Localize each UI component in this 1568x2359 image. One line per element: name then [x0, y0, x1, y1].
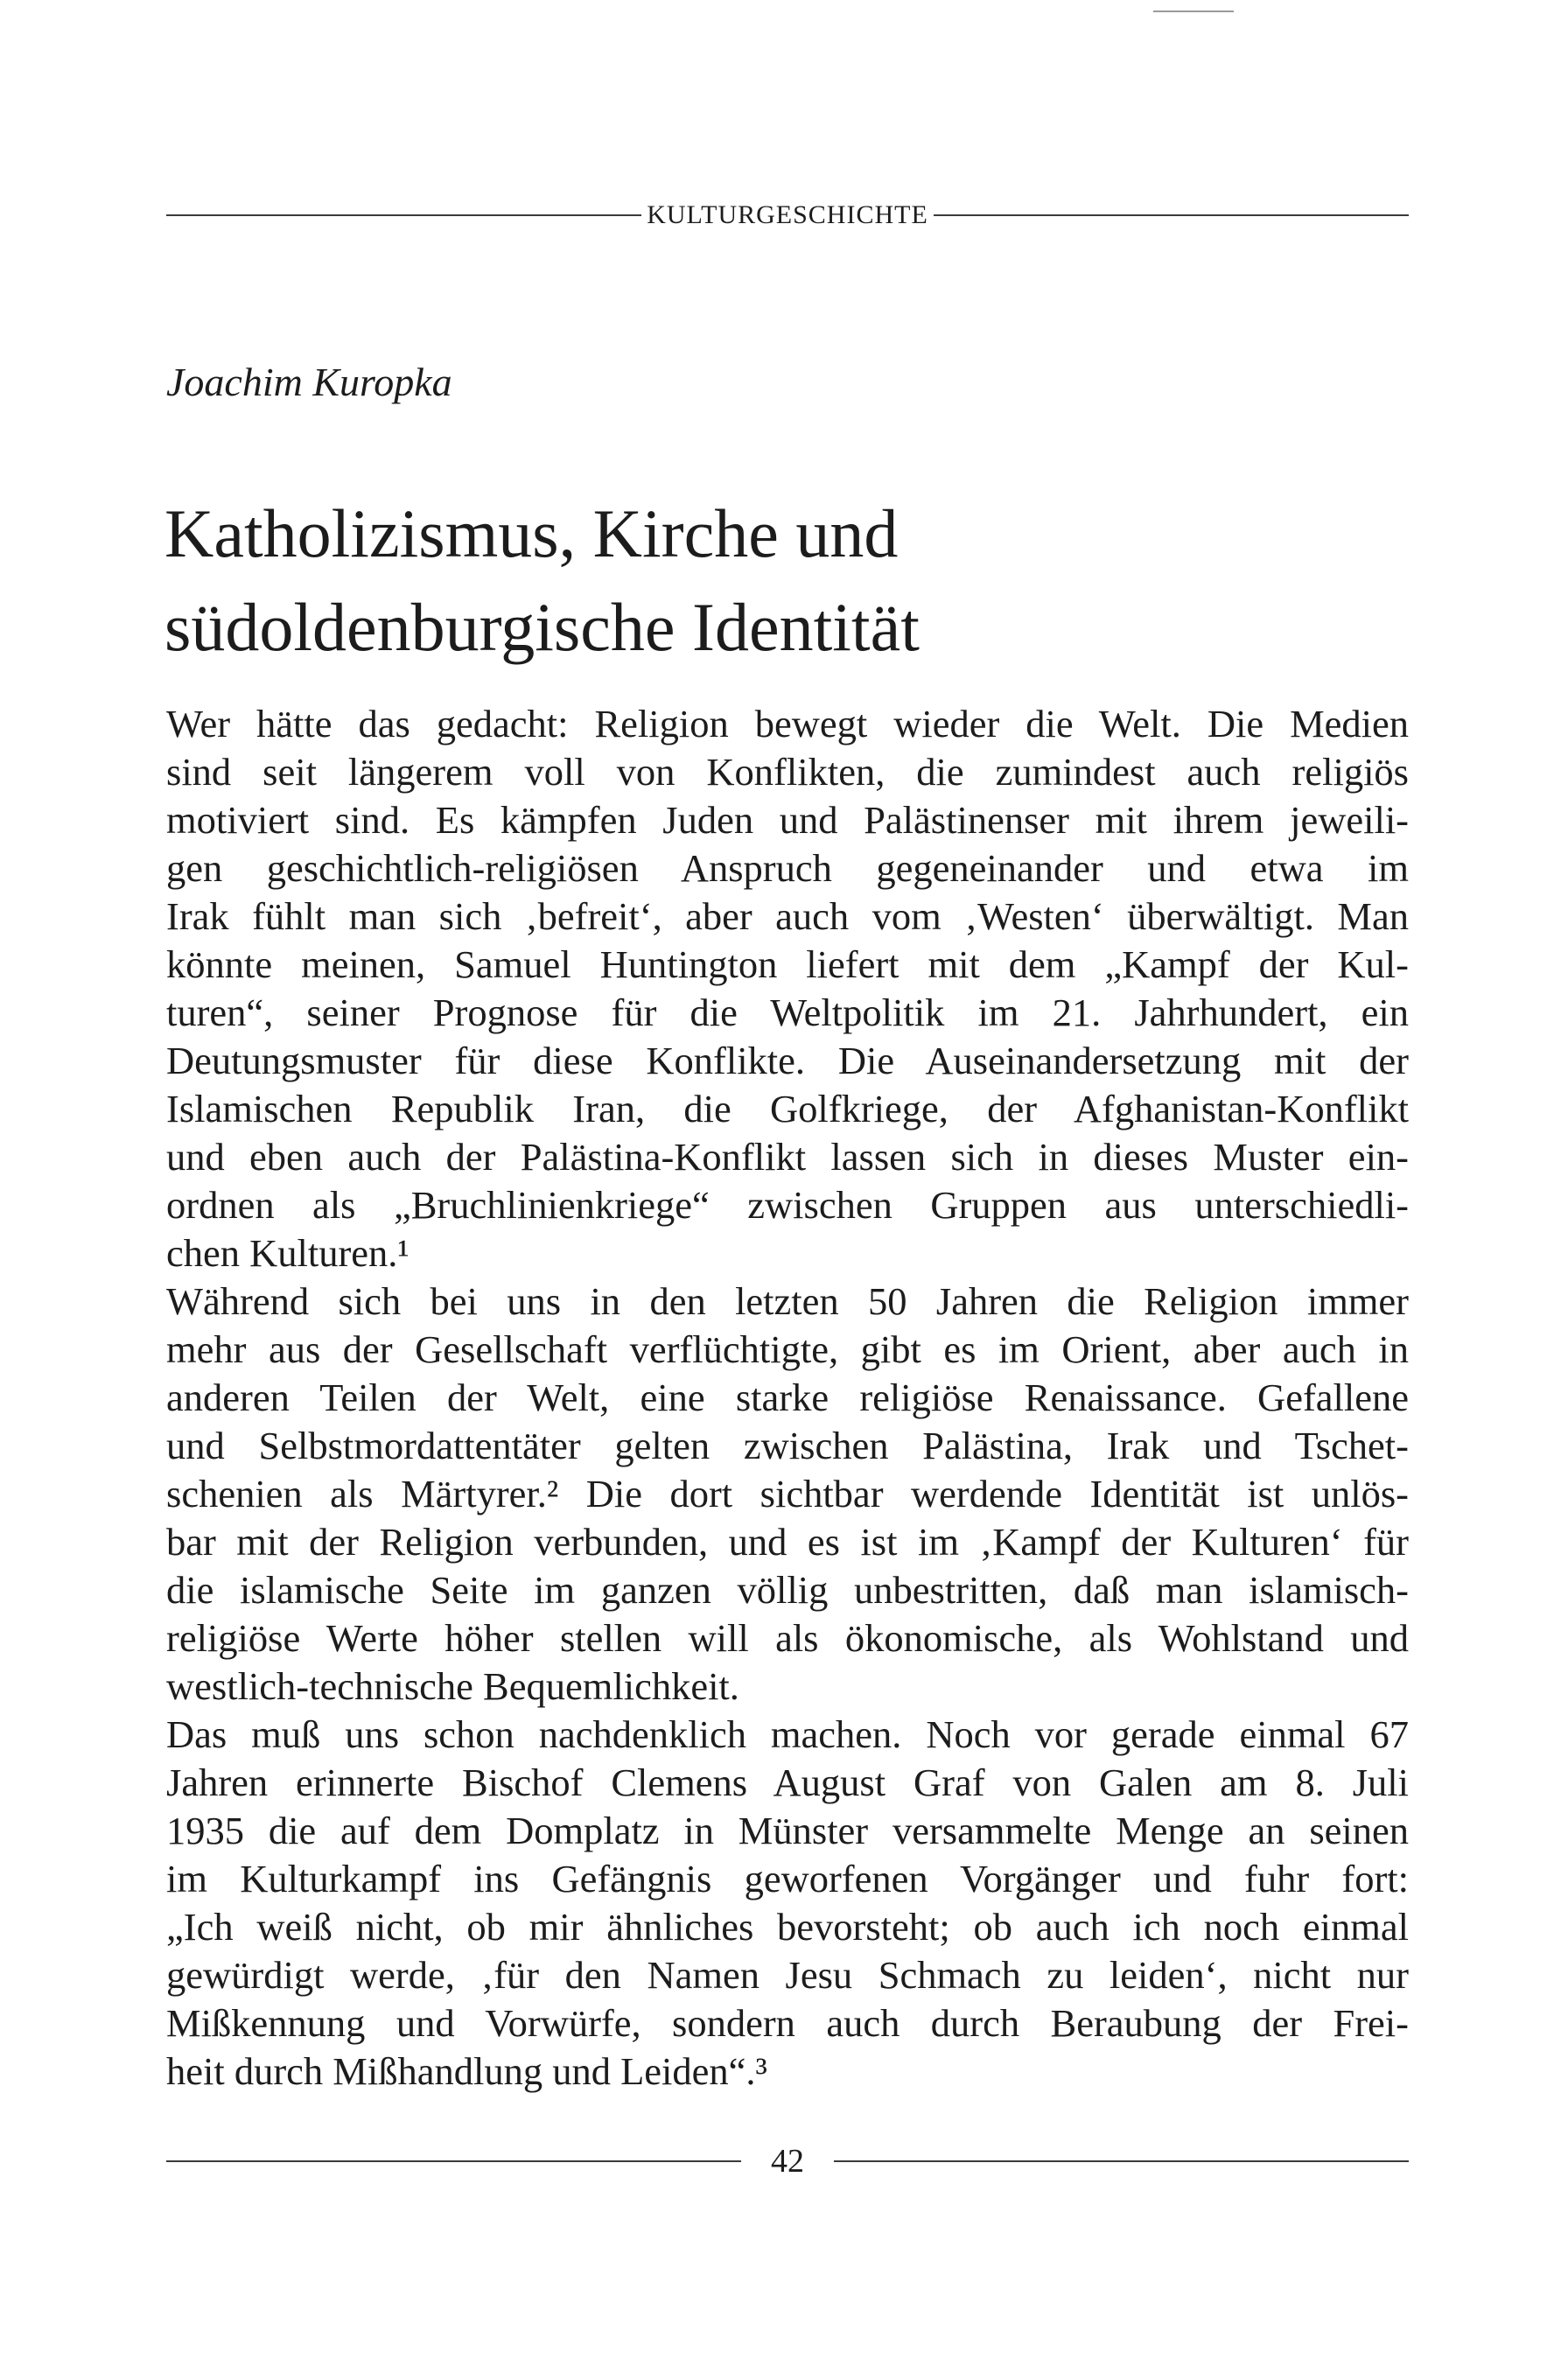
text-line: Deutungsmuster für diese Konflikte. Die Auseinandersetzung mit der: [166, 1039, 1409, 1082]
text-line: turen“, seiner Prognose für die Weltpolitik im 21. Jahrhundert, ein: [166, 990, 1409, 1034]
text-line: Jahren erinnerte Bischof Clemens August Graf von Galen am 8. Juli: [166, 1760, 1409, 1804]
text-line: 1935 die auf dem Domplatz in Münster versammelte Menge an seinen: [166, 1809, 1409, 1852]
footer-rule-right: [834, 2160, 1409, 2162]
scan-mark: [1153, 10, 1234, 12]
text-line: Während sich bei uns in den letzten 50 Jahren die Religion immer: [166, 1279, 1409, 1323]
text-line: westlich-technische Bequemlichkeit.: [166, 1664, 739, 1708]
article-title: [164, 486, 1407, 674]
title-line: südoldenburgische Identität: [164, 589, 920, 665]
text-line: gen geschichtlich-religiösen Anspruch gegeneinander und etwa im: [166, 846, 1409, 890]
text-line: Wer hätte das gedacht: Religion bewegt wieder die Welt. Die Medien: [166, 702, 1409, 746]
author-name: Joachim Kuropka: [166, 360, 452, 404]
text-line: bar mit der Religion verbunden, und es ist im ‚Kampf der Kulturen‘ für: [166, 1520, 1409, 1564]
header-rule-left: [166, 214, 641, 216]
section-title: KULTURGESCHICHTE: [647, 200, 928, 229]
text-line: gewürdigt werde, ‚für den Namen Jesu Schmach zu leiden‘, nicht nur: [166, 1953, 1409, 1997]
footer-rule-left: [166, 2160, 741, 2162]
body-text: [166, 700, 1409, 2096]
page-footer: [166, 2142, 1409, 2180]
text-line: Irak fühlt man sich ‚befreit‘, aber auch vom ‚Westen‘ überwältigt. Man: [166, 894, 1409, 938]
text-line: schenien als Märtyrer.² Die dort sichtbar werdende Identität ist unlös-: [166, 1472, 1409, 1516]
text-line: heit durch Mißhandlung und Leiden“.³: [166, 2049, 767, 2093]
title-line: Katholizismus, Kirche und: [164, 495, 899, 571]
running-header: [166, 198, 1409, 233]
text-line: könnte meinen, Samuel Huntington liefert mit dem „Kampf der Kul-: [166, 942, 1409, 986]
text-line: Das muß uns schon nachdenklich machen. Noch vor gerade einmal 67: [166, 1712, 1409, 1756]
text-line: und Selbstmordattentäter gelten zwischen Palästina, Irak und Tschet-: [166, 1424, 1409, 1467]
text-line: motiviert sind. Es kämpfen Juden und Palästinenser mit ihrem jeweili-: [166, 798, 1409, 842]
text-line: mehr aus der Gesellschaft verflüchtigte, gibt es im Orient, aber auch in: [166, 1327, 1409, 1371]
text-line: religiöse Werte höher stellen will als ökonomische, als Wohlstand und: [166, 1616, 1409, 1660]
text-line: die islamische Seite im ganzen völlig unbestritten, daß man islamisch-: [166, 1568, 1409, 1612]
text-line: und eben auch der Palästina-Konflikt lassen sich in dieses Muster ein-: [166, 1135, 1409, 1179]
text-line: im Kulturkampf ins Gefängnis geworfenen Vorgänger und fuhr fort:: [166, 1857, 1409, 1900]
header-rule-right: [934, 214, 1409, 216]
text-line: ordnen als „Bruchlinienkriege“ zwischen Gruppen aus unterschiedli-: [166, 1183, 1409, 1227]
text-line: chen Kulturen.¹: [166, 1231, 410, 1275]
text-line: anderen Teilen der Welt, eine starke religiöse Renaissance. Gefallene: [166, 1376, 1409, 1419]
text-line: Mißkennung und Vorwürfe, sondern auch durch Beraubung der Frei-: [166, 2001, 1409, 2045]
text-line: Islamischen Republik Iran, die Golfkriege, der Afghanistan-Konflikt: [166, 1087, 1409, 1130]
text-line: „Ich weiß nicht, ob mir ähnliches bevorsteht; ob auch ich noch einmal: [166, 1905, 1409, 1949]
text-line: sind seit längerem voll von Konflikten, die zumindest auch religiös: [166, 750, 1409, 794]
page-number: 42: [771, 2143, 804, 2180]
